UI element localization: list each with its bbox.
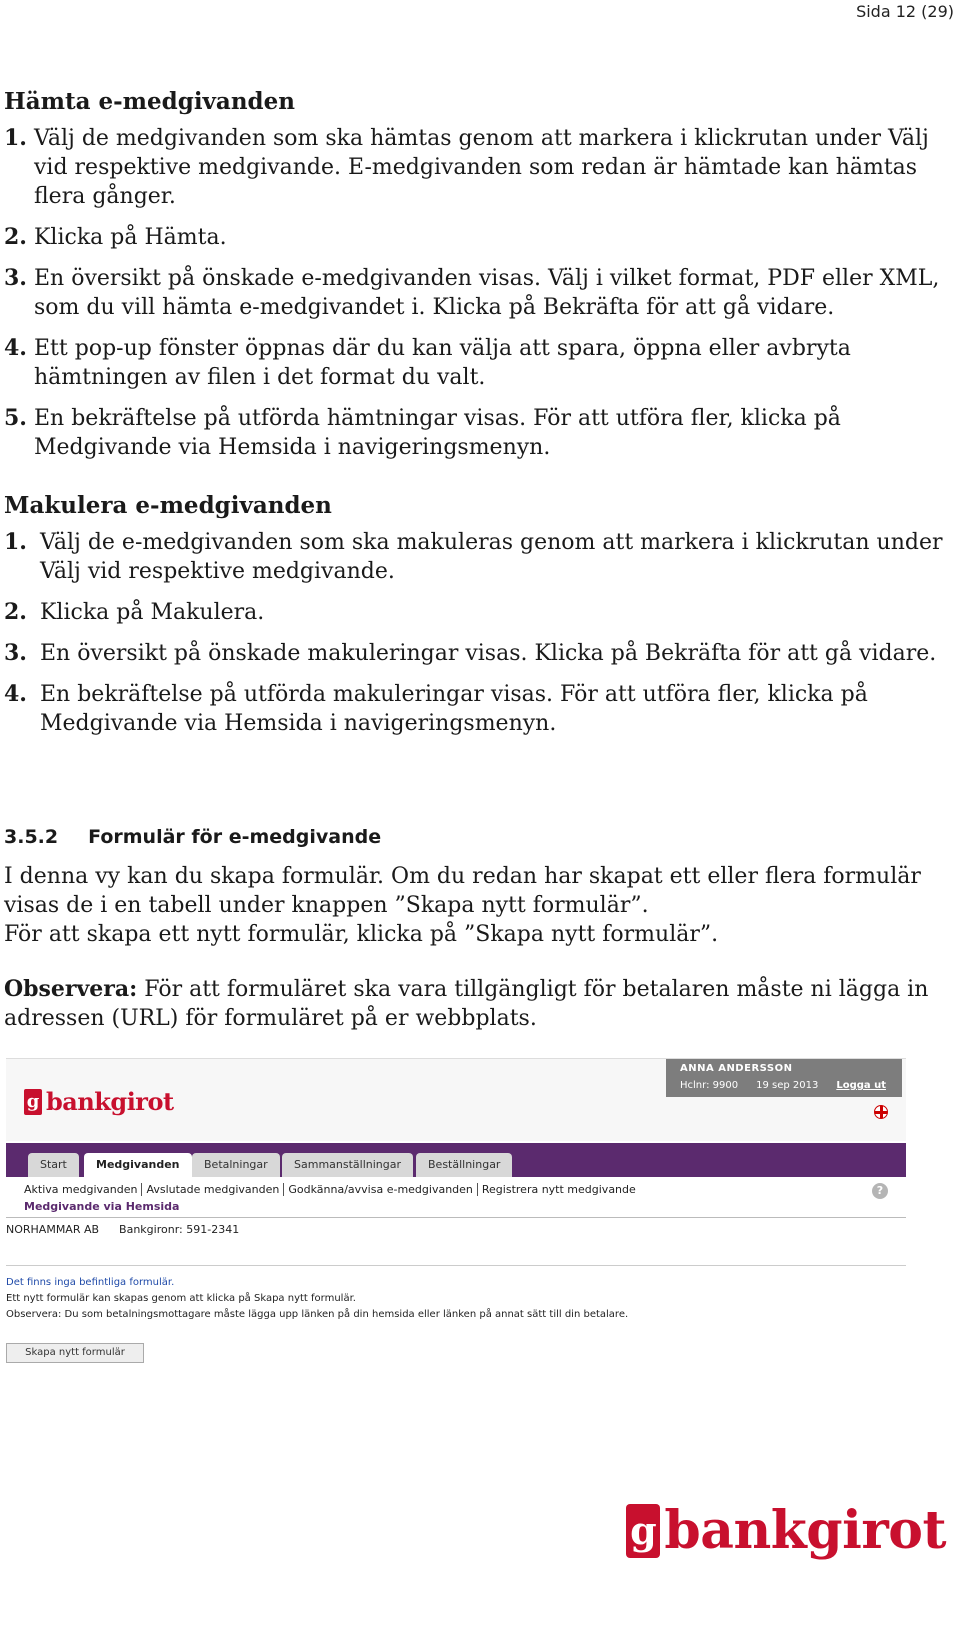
breadcrumb: Medgivande via Hemsida — [24, 1200, 180, 1213]
message-create-hint: Ett nytt formulär kan skapas genom att klicka på Skapa nytt formulär. — [6, 1293, 356, 1304]
company-info — [6, 1223, 239, 1236]
step-item — [4, 264, 952, 322]
step-number: 1. — [4, 125, 27, 151]
observera-label: Observera: — [4, 976, 138, 1002]
step-number: 4. — [4, 681, 27, 707]
section-hamta — [4, 88, 952, 462]
form-messages — [6, 1275, 628, 1323]
logo-mark: g — [24, 1089, 42, 1115]
user-name: ANNA ANDERSSON — [680, 1063, 793, 1074]
language-flag-icon[interactable] — [874, 1105, 888, 1119]
sub-nav — [6, 1177, 906, 1218]
step-number: 3. — [4, 640, 27, 666]
page-number: Sida 12 (29) — [856, 2, 954, 21]
intro-paragraph: För att skapa ett nytt formulär, klicka på ”Skapa nytt formulär”. — [4, 922, 719, 947]
subsection-number: 3.5.2 — [4, 826, 59, 848]
bankgirot-screenshot — [6, 1058, 906, 1373]
date: 19 sep 2013 — [756, 1080, 819, 1091]
step-item — [4, 334, 952, 392]
observera-note — [4, 975, 952, 1033]
tab-sammanstallningar[interactable]: Sammanställningar — [282, 1153, 413, 1177]
step-text: En bekräftelse på utförda hämtningar visas. För att utföra fler, klicka på Medgivande via Hemsida i navigeringsmenyn. — [34, 406, 841, 460]
step-text: Ett pop-up fönster öppnas där du kan välja att spara, öppna eller avbryta hämtningen av filen i det format du valt. — [34, 336, 851, 390]
step-list — [4, 528, 952, 738]
step-item — [4, 639, 952, 668]
step-item — [4, 528, 952, 586]
subnav-godkanna[interactable]: Godkänna/avvisa e-medgivanden — [283, 1183, 477, 1196]
observera-text: För att formuläret ska vara tillgängligt för betalaren måste ni lägga in adressen (URL) för formuläret på er webbplats. — [4, 977, 929, 1031]
message-observera: Observera: Du som betalningsmottagare måste lägga upp länken på din hemsida eller länken på annat sätt till din betalare. — [6, 1309, 629, 1320]
logo-mark: g — [626, 1504, 660, 1558]
step-text: Välj de e-medgivanden som ska makuleras genom att markera i klickrutan under Välj vid respektive medgivande. — [40, 530, 943, 584]
bankgironr: Bankgironr: 591-2341 — [119, 1223, 240, 1236]
tab-medgivanden[interactable]: Medgivanden — [84, 1153, 192, 1177]
subnav-avslutade[interactable]: Avslutade medgivanden — [141, 1183, 283, 1196]
section-title: Makulera e-medgivanden — [4, 492, 332, 519]
user-box — [666, 1059, 902, 1097]
message-no-forms: Det finns inga befintliga formulär. — [6, 1277, 175, 1288]
tab-start[interactable]: Start — [28, 1153, 79, 1177]
step-item — [4, 680, 952, 738]
step-text: Klicka på Hämta. — [34, 225, 227, 250]
subsection-title: Formulär för e-medgivande — [88, 826, 382, 848]
step-item — [4, 223, 952, 252]
step-text: Välj de medgivanden som ska hämtas genom att markera i klickrutan under Välj vid respektive medgivande. E-medgivanden som redan är hämtade kan hämtas flera gånger. — [34, 126, 929, 209]
step-text: En bekräftelse på utförda makuleringar visas. För att utföra fler, klicka på Medgivande via Hemsida i navigeringsmenyn. — [40, 682, 868, 736]
logo-wordmark: bankgirot — [46, 1087, 174, 1116]
subsection-heading — [4, 826, 952, 848]
step-text: En översikt på önskade e-medgivanden visas. Välj i vilket format, PDF eller XML, som du vill hämta e-medgivandet i. Klicka på Bekräfta för att gå vidare. — [34, 266, 940, 320]
subnav-aktiva[interactable]: Aktiva medgivanden — [24, 1183, 138, 1196]
bankgirot-logo[interactable] — [24, 1087, 174, 1116]
document-content — [4, 88, 952, 1033]
step-text: Klicka på Makulera. — [40, 600, 265, 625]
tab-betalningar[interactable]: Betalningar — [192, 1153, 280, 1177]
step-number: 4. — [4, 335, 27, 361]
logo-wordmark: bankgirot — [664, 1500, 946, 1561]
step-item — [4, 404, 952, 462]
section-title: Hämta e-medgivanden — [4, 88, 295, 115]
step-text: En översikt på önskade makuleringar visas. Klicka på Bekräfta för att gå vidare. — [40, 641, 937, 666]
divider — [6, 1265, 906, 1266]
step-item — [4, 598, 952, 627]
footer-bankgirot-logo — [626, 1500, 946, 1561]
section-makulera — [4, 492, 952, 738]
step-number: 1. — [4, 529, 27, 555]
step-list — [4, 124, 952, 462]
step-number: 3. — [4, 265, 27, 291]
hclnr: Hclnr: 9900 — [680, 1080, 739, 1091]
create-form-button[interactable]: Skapa nytt formulär — [6, 1343, 144, 1363]
logout-link[interactable]: Logga ut — [836, 1080, 887, 1091]
tab-bestallningar[interactable]: Beställningar — [416, 1153, 512, 1177]
subnav-registrera[interactable]: Registrera nytt medgivande — [477, 1183, 640, 1196]
main-nav — [6, 1143, 906, 1177]
step-number: 5. — [4, 405, 27, 431]
step-number: 2. — [4, 224, 27, 250]
company-name: NORHAMMAR AB — [6, 1223, 100, 1236]
help-icon[interactable]: ? — [872, 1183, 888, 1199]
intro-paragraph: I denna vy kan du skapa formulär. Om du redan har skapat ett eller flera formulär visas de i en tabell under knappen ”Skapa nytt formulär”. — [4, 864, 921, 918]
step-number: 2. — [4, 599, 27, 625]
step-item — [4, 124, 952, 211]
